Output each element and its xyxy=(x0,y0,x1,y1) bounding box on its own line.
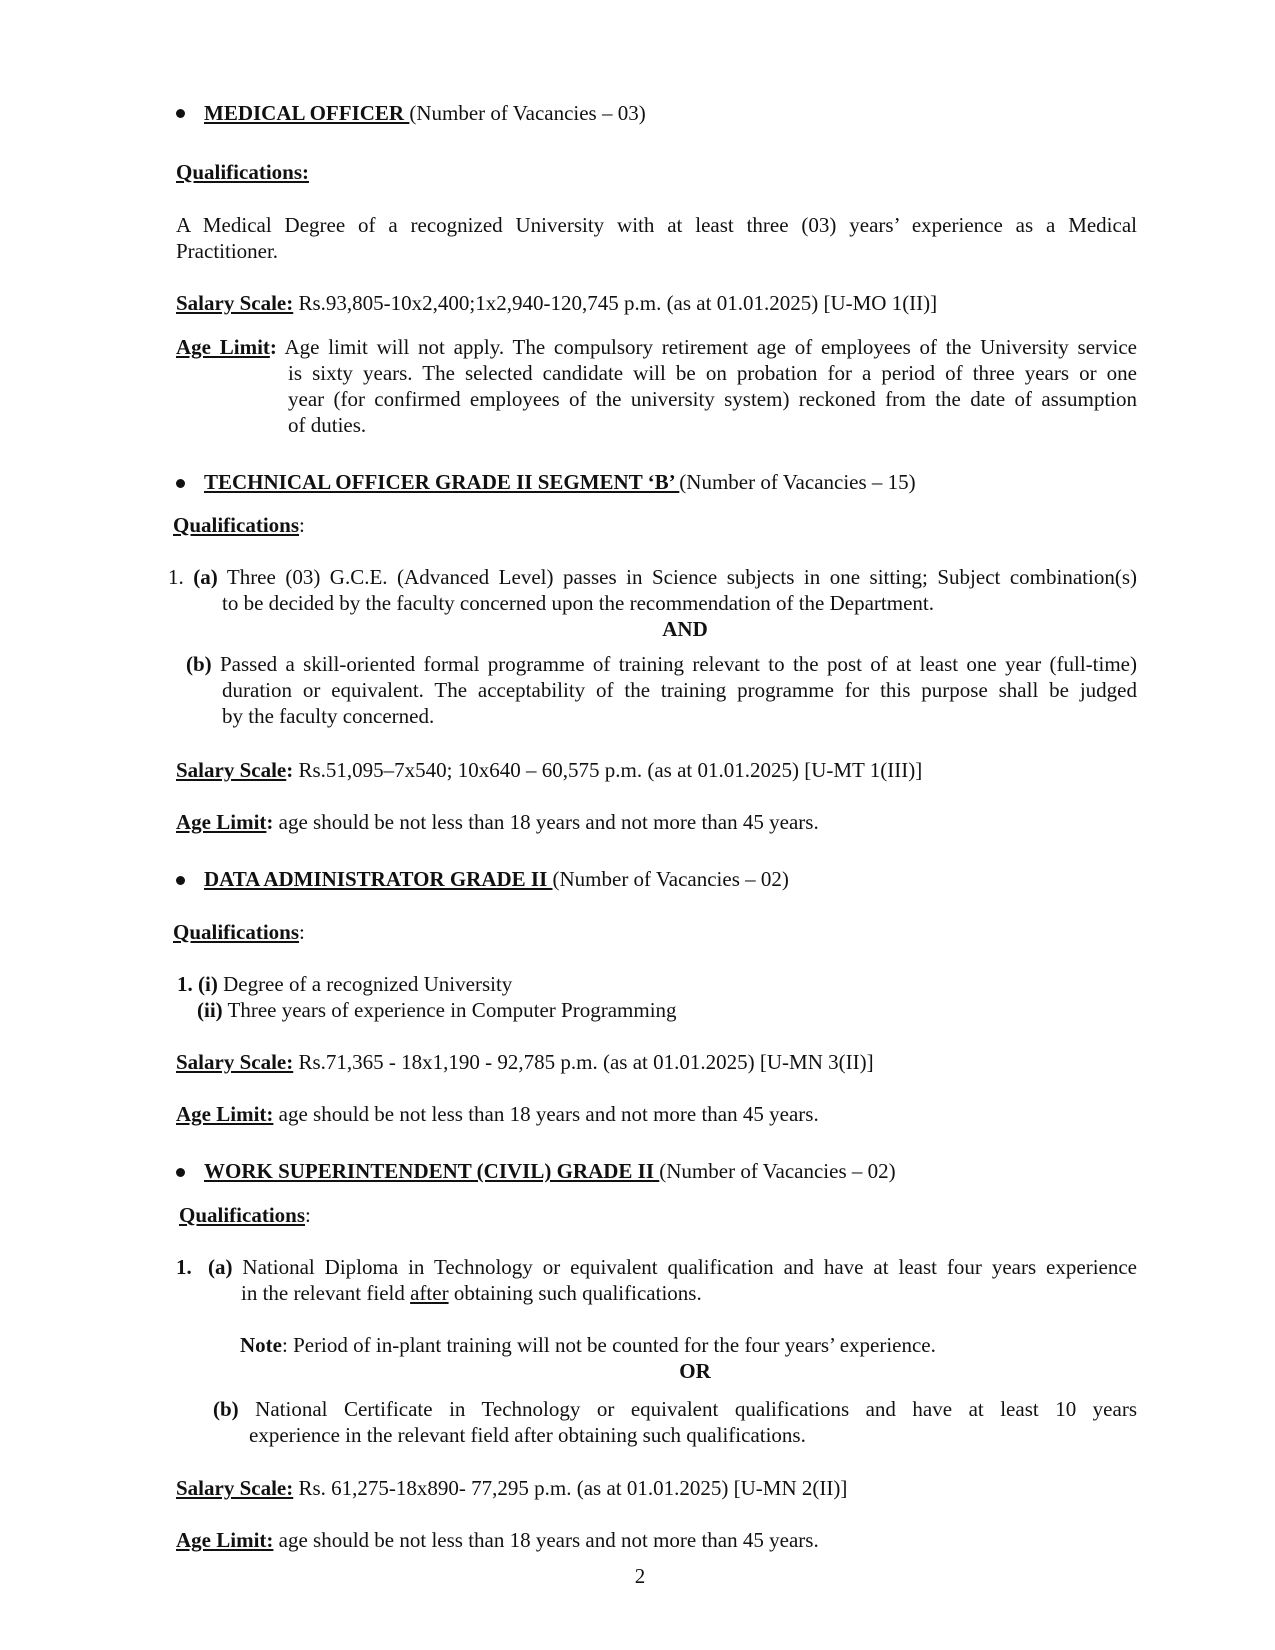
salary-text: Rs. 61,275-18x890- 77,295 p.m. (as at 01.01.2025) [U-MN 2(II)] xyxy=(293,1476,848,1500)
section-heading xyxy=(204,469,916,495)
qualification-item xyxy=(197,997,677,1023)
item-text: Passed a skill-oriented formal programme of training relevant to the post of at least one year (full-time) xyxy=(211,652,1137,676)
qualifications-heading: Qualifications: xyxy=(176,160,310,184)
section-heading xyxy=(204,866,789,892)
age-text: of duties. xyxy=(288,413,367,437)
age-label: Age Limit xyxy=(176,335,270,359)
section-title: MEDICAL OFFICER xyxy=(204,101,410,125)
note-text: : Period of in-plant training will not be counted for the four years’ experience. xyxy=(281,1333,936,1357)
age-label: Age Limit: xyxy=(176,1102,274,1126)
qualification-text: Practitioner. xyxy=(176,239,279,263)
age-text: age should be not less than 18 years and not more than 45 years. xyxy=(273,1102,819,1126)
salary-label: Salary Scale: xyxy=(176,291,294,315)
bullet-icon xyxy=(176,479,185,488)
note-label: Note xyxy=(240,1333,282,1357)
qualification-item xyxy=(213,1396,1137,1422)
age-limit xyxy=(176,1527,819,1553)
item-text: by the faculty concerned. xyxy=(222,704,435,728)
item-text: Degree of a recognized University xyxy=(217,972,513,996)
item-label: (a) xyxy=(193,565,218,589)
bullet-icon xyxy=(176,109,185,118)
age-text: age should be not less than 18 years and not more than 45 years. xyxy=(273,810,819,834)
item-text: Three years of experience in Computer Programming xyxy=(222,998,677,1022)
vacancies-count: (Number of Vacancies – 15) xyxy=(679,470,916,494)
salary-scale: Salary Scale: Rs.51,095–7x540; 10x640 – 60,575 p.m. (as at 01.01.2025) [U-MT 1(III)] xyxy=(176,758,923,782)
item-text: National Certificate in Technology or equivalent qualifications and have at least 10 years xyxy=(238,1397,1137,1421)
salary-scale xyxy=(176,290,937,316)
age-limit xyxy=(176,1101,819,1127)
item-label: 1. (i) xyxy=(177,972,218,996)
item-text: in the relevant field after obtaining such qualifications. xyxy=(241,1281,702,1305)
age-limit: Age Limit: age should be not less than 18 years and not more than 45 years. xyxy=(176,810,819,834)
item-number: 1. xyxy=(168,565,194,589)
section-heading xyxy=(204,100,646,126)
qualifications-heading: Qualifications: xyxy=(179,1203,311,1227)
and-separator: AND xyxy=(662,617,708,641)
age-limit: Age Limit: Age limit will not apply. The compulsory retirement age of employees of the University service xyxy=(176,335,1137,359)
age-text: Age limit will not apply. The compulsory retirement age of employees of the University service xyxy=(276,335,1137,359)
page-number: 2 xyxy=(634,1564,646,1588)
item-label: (a) xyxy=(208,1255,233,1279)
item-label: (ii) xyxy=(197,998,223,1022)
note xyxy=(240,1332,936,1358)
vacancies-count: (Number of Vacancies – 02) xyxy=(659,1159,896,1183)
item-label: (b) xyxy=(186,652,212,676)
age-label: Age Limit xyxy=(176,810,267,834)
qualifications-heading: Qualifications: xyxy=(173,920,305,944)
qualifications-heading: Qualifications: xyxy=(173,513,305,537)
section-title: DATA ADMINISTRATOR GRADE II xyxy=(204,867,553,891)
bullet-icon xyxy=(176,1168,185,1177)
item-text: experience in the relevant field after obtaining such qualifications. xyxy=(249,1423,806,1447)
qualification-text: A Medical Degree of a recognized University with at least three (03) years’ experience as a Medical xyxy=(176,213,1137,237)
salary-text: Rs.71,365 - 18x1,190 - 92,785 p.m. (as at 01.01.2025) [U-MN 3(II)] xyxy=(293,1050,874,1074)
salary-text: Rs.51,095–7x540; 10x640 – 60,575 p.m. (as at 01.01.2025) [U-MT 1(III)] xyxy=(293,758,923,782)
item-text: duration or equivalent. The acceptability of the training programme for this purpose shall be judged xyxy=(222,678,1137,702)
age-label: Age Limit: xyxy=(176,1528,274,1552)
qualification-item xyxy=(208,1254,1137,1280)
section-title: TECHNICAL OFFICER GRADE II SEGMENT ‘B’ xyxy=(204,470,680,494)
salary-label: Salary Scale xyxy=(176,758,287,782)
salary-label: Salary Scale: xyxy=(176,1050,294,1074)
item-label: (b) xyxy=(213,1397,239,1421)
qualification-item xyxy=(177,971,512,997)
item-text: to be decided by the faculty concerned upon the recommendation of the Department. xyxy=(222,591,934,615)
vacancies-count: (Number of Vacancies – 02) xyxy=(552,867,789,891)
age-text: age should be not less than 18 years and not more than 45 years. xyxy=(273,1528,819,1552)
vacancies-count: (Number of Vacancies – 03) xyxy=(409,101,646,125)
salary-scale xyxy=(176,1475,847,1501)
salary-text: Rs.93,805-10x2,400;1x2,940-120,745 p.m. (as at 01.01.2025) [U-MO 1(II)] xyxy=(293,291,938,315)
item-number: 1. xyxy=(176,1255,192,1279)
salary-scale xyxy=(176,1049,874,1075)
qualification-item xyxy=(186,651,1137,677)
item-text: National Diploma in Technology or equivalent qualification and have at least four years experience xyxy=(232,1255,1137,1279)
salary-label: Salary Scale: xyxy=(176,1476,294,1500)
section-title: WORK SUPERINTENDENT (CIVIL) GRADE II xyxy=(204,1159,660,1183)
age-text: is sixty years. The selected candidate will be on probation for a period of three years or one xyxy=(288,361,1137,385)
bullet-icon xyxy=(176,876,185,885)
section-heading xyxy=(204,1158,896,1184)
or-separator: OR xyxy=(679,1359,711,1383)
item-text: Three (03) G.C.E. (Advanced Level) passes in Science subjects in one sitting; Subject combination(s) xyxy=(217,565,1138,589)
qualification-item xyxy=(168,564,1137,590)
age-text: year (for confirmed employees of the university system) reckoned from the date of assumption xyxy=(288,387,1137,411)
